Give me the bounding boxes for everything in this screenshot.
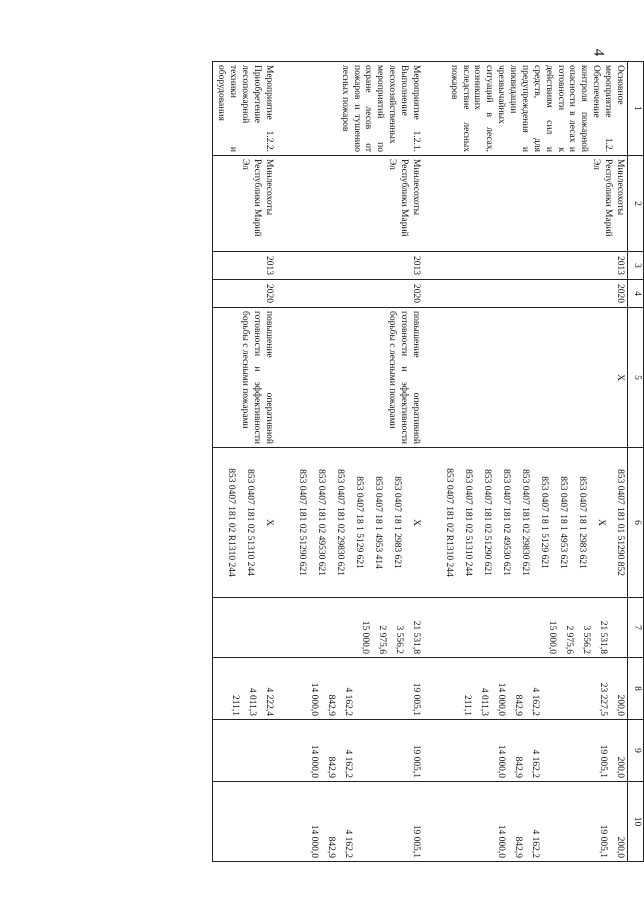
expected-result-cell: повышение оперативной готовности и эффективности борьбы с лесными пожарами (286, 308, 423, 448)
amount-value: 4 011,3 (247, 687, 257, 716)
amount-col10-cell (286, 782, 423, 862)
amount-value (477, 601, 489, 654)
amount-value (358, 723, 370, 778)
budget-code: 853 0407 181 02 51290 621 (297, 469, 307, 576)
amount-value (460, 723, 472, 778)
amount-value: 15 000,0 (360, 620, 370, 654)
amount-value: 15 000,0 (547, 620, 557, 654)
amount-value: 3 556,2 (581, 625, 591, 654)
amount-value (562, 661, 574, 716)
budget-code: Х (264, 519, 274, 526)
amount-value (392, 785, 404, 858)
budget-code: 853 0407 181 02 R1310 244 (226, 468, 236, 577)
spacer (278, 785, 284, 858)
amount-value: 4 162,2 (530, 687, 540, 716)
col-header-9: 9 (628, 720, 644, 782)
table-row (212, 62, 276, 862)
budget-code: 853 0407 18 1 5129 621 (539, 476, 549, 569)
rotated-table-wrapper (111, 61, 644, 861)
spacer (425, 311, 431, 444)
amount-value: 211,1 (462, 694, 472, 716)
amount-value (511, 601, 523, 654)
spacer (425, 451, 431, 594)
budget-code: 853 0407 181 02 29830 621 (335, 469, 345, 576)
amount-value: 4 162,2 (343, 749, 353, 778)
amount-value: 14 000,0 (309, 824, 319, 858)
expected-result-cell: повышение оперативной готовности и эффективности борьбы с лесными пожарами (212, 308, 276, 448)
spacer-cell (276, 308, 286, 448)
table-body (212, 62, 627, 862)
amount-col10-cell (212, 782, 276, 862)
amount-value (545, 785, 557, 858)
amount-value: 211,1 (230, 694, 240, 716)
budget-code: 853 0407 181 02 51310 244 (245, 469, 255, 576)
amount-value: 842,9 (326, 836, 336, 858)
spacer-cell (423, 720, 433, 782)
amount-value: 14 000,0 (496, 744, 506, 778)
spacer (278, 661, 284, 716)
col-header-6: 6 (628, 448, 644, 598)
amount-value: 19 005,1 (411, 744, 421, 778)
table-row (433, 62, 628, 862)
amount-col7-cell (433, 598, 628, 658)
program-table (212, 61, 644, 862)
spacer-cell (276, 598, 286, 658)
amount-value (262, 785, 274, 858)
spacer (278, 311, 284, 444)
amount-value (579, 723, 591, 778)
budget-code: 853 0407 18 1 2983 621 (392, 476, 402, 569)
spacer (425, 255, 431, 276)
amount-value: 842,9 (513, 756, 523, 778)
event-name-cell: Мероприятие 1.2.2. Приобретение лесопожарной техники и оборудования (212, 62, 276, 156)
end-year-cell: 2020 (433, 280, 628, 308)
header-row (628, 62, 644, 862)
amount-value (460, 785, 472, 858)
spacer (425, 65, 431, 152)
amount-value: 19 005,1 (411, 682, 421, 716)
amount-value: 14 000,0 (496, 682, 506, 716)
amount-value (228, 785, 240, 858)
spacer-cell (276, 658, 286, 720)
budget-code: 853 0407 181 02 51290 621 (482, 469, 492, 576)
page-number: 4 (590, 48, 607, 57)
spacer-cell (423, 280, 433, 308)
amount-value: 4 162,2 (530, 829, 540, 858)
amount-value (562, 785, 574, 858)
amount-value: 14 000,0 (496, 824, 506, 858)
amount-value (245, 601, 257, 654)
spacer-cell (423, 782, 433, 862)
spacer-cell (423, 252, 433, 280)
amount-value (477, 723, 489, 778)
amount-col10-cell (433, 782, 628, 862)
spacer-cell (423, 598, 433, 658)
table-row (286, 62, 423, 862)
start-year-cell: 2013 (286, 252, 423, 280)
executor-cell: Минлесохоты Республики Марий Эл (286, 156, 423, 252)
budget-code: 853 0407 18 1 5129 621 (354, 476, 364, 569)
budget-code: 853 0407 181 02 R1310 244 (444, 468, 454, 577)
budget-code-cell (433, 448, 628, 598)
spacer (425, 283, 431, 304)
spacer (425, 601, 431, 654)
amount-value: 4 162,2 (343, 829, 353, 858)
amount-value: 19 005,1 (598, 744, 608, 778)
amount-value (494, 601, 506, 654)
spacer (278, 601, 284, 654)
executor-cell: Минлесохоты Республики Марий Эл (433, 156, 628, 252)
amount-value: 4 162,2 (343, 687, 353, 716)
amount-value: 842,9 (326, 756, 336, 778)
amount-value: 21 531,8 (598, 620, 608, 654)
amount-value: 14 000,0 (309, 744, 319, 778)
spacer-cell (423, 156, 433, 252)
spacer (278, 283, 284, 304)
amount-value (262, 601, 274, 654)
amount-value (545, 723, 557, 778)
spacer (278, 159, 284, 248)
budget-code-cell (212, 448, 276, 598)
amount-value (245, 785, 257, 858)
budget-code: 853 0407 181 02 49530 621 (501, 469, 511, 576)
col-header-2: 2 (628, 156, 644, 252)
amount-value (579, 661, 591, 716)
amount-value (545, 661, 557, 716)
amount-value (228, 723, 240, 778)
amount-value (392, 661, 404, 716)
budget-code: Х (411, 519, 421, 526)
amount-col9-cell (286, 720, 423, 782)
col-header-1: 1 (628, 62, 644, 156)
amount-value (341, 601, 353, 654)
amount-col7-cell (286, 598, 423, 658)
amount-value (245, 723, 257, 778)
end-year-cell: 2020 (212, 280, 276, 308)
amount-value (358, 661, 370, 716)
spacer-cell (276, 782, 286, 862)
col-header-3: 3 (628, 252, 644, 280)
col-header-5: 5 (628, 308, 644, 448)
amount-value: 4 222,4 (264, 687, 274, 716)
amount-value (579, 785, 591, 858)
amount-value: 14 000,0 (309, 682, 319, 716)
budget-code-cell (286, 448, 423, 598)
budget-code: 853 0407 181 01 51290 852 (615, 469, 625, 576)
row-spacer (276, 62, 286, 862)
amount-value (307, 601, 319, 654)
executor-cell: Минлесохоты Республики Марий Эл (212, 156, 276, 252)
amount-value (228, 601, 240, 654)
amount-value: 19 005,1 (598, 824, 608, 858)
amount-value (262, 723, 274, 778)
amount-value: 842,9 (326, 694, 336, 716)
amount-col8-cell (286, 658, 423, 720)
budget-code: 853 0407 181 02 51310 244 (463, 469, 473, 576)
end-year-cell: 2020 (286, 280, 423, 308)
spacer-cell (423, 658, 433, 720)
amount-value (324, 601, 336, 654)
budget-code: 853 0407 18 1 4953 621 (558, 476, 568, 569)
event-name-cell: Основное мероприятие 1.2. Обеспечение контроля пожарной опасности в лесах и готовности к действиям сил и средств, для предупреждения и ликвидации чрезвычайных ситуаций в лесах, возникших вследствие лесных пожаров (433, 62, 628, 156)
spacer-cell (276, 720, 286, 782)
amount-col8-cell (212, 658, 276, 720)
start-year-cell: 2013 (433, 252, 628, 280)
amount-value (392, 723, 404, 778)
amount-col7-cell (212, 598, 276, 658)
spacer (278, 65, 284, 152)
spacer-cell (423, 62, 433, 156)
amount-value (375, 785, 387, 858)
spacer (425, 661, 431, 716)
amount-value: 200,0 (615, 756, 625, 778)
amount-value: 4 162,2 (530, 749, 540, 778)
spacer (278, 723, 284, 778)
spacer-cell (423, 308, 433, 448)
col-header-10: 10 (628, 782, 644, 862)
amount-value: 4 011,3 (479, 687, 489, 716)
amount-col9-cell (212, 720, 276, 782)
budget-code: Х (596, 519, 606, 526)
budget-code: 853 0407 18 1 2983 621 (577, 476, 587, 569)
amount-value (562, 723, 574, 778)
amount-value: 23 227,5 (598, 682, 608, 716)
budget-code: 853 0407 181 02 29830 621 (520, 469, 530, 576)
spacer (425, 785, 431, 858)
row-spacer (423, 62, 433, 862)
spacer-cell (276, 156, 286, 252)
spacer-cell (276, 62, 286, 156)
col-header-7: 7 (628, 598, 644, 658)
amount-value: 200,0 (615, 836, 625, 858)
spacer (278, 255, 284, 276)
spacer (278, 451, 284, 594)
col-header-8: 8 (628, 658, 644, 720)
amount-value (477, 785, 489, 858)
amount-value (613, 601, 625, 654)
amount-value: 2 975,6 (564, 625, 574, 654)
amount-value: 842,9 (513, 836, 523, 858)
amount-value: 3 556,2 (394, 625, 404, 654)
spacer-cell (276, 280, 286, 308)
amount-value (528, 601, 540, 654)
spacer (425, 159, 431, 248)
budget-code: 853 0407 18 1 4953 414 (373, 476, 383, 569)
amount-value (358, 785, 370, 858)
amount-value: 200,0 (615, 694, 625, 716)
spacer-cell (276, 252, 286, 280)
event-name-cell: Мероприятие 1.2.1. Выполнение лесохозяйственных мероприятий по охране лесов от пожаров и тушению лесных пожаров (286, 62, 423, 156)
amount-value (375, 661, 387, 716)
expected-result-cell: Х (433, 308, 628, 448)
amount-value (375, 723, 387, 778)
amount-value (460, 601, 472, 654)
start-year-cell: 2013 (212, 252, 276, 280)
amount-value: 21 531,8 (411, 620, 421, 654)
col-header-4: 4 (628, 280, 644, 308)
spacer (425, 723, 431, 778)
amount-value: 19 005,1 (411, 824, 421, 858)
amount-value: 842,9 (513, 694, 523, 716)
amount-col9-cell (433, 720, 628, 782)
amount-value: 2 975,6 (377, 625, 387, 654)
budget-code: 853 0407 181 02 49530 621 (316, 469, 326, 576)
amount-col8-cell (433, 658, 628, 720)
spacer-cell (423, 448, 433, 598)
spacer-cell (276, 448, 286, 598)
